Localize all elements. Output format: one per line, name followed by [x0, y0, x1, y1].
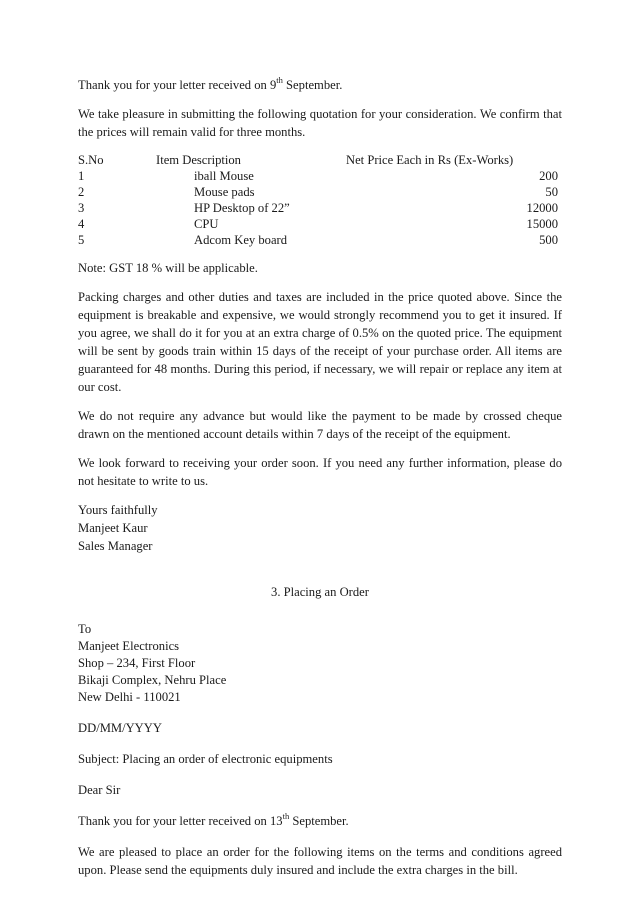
quotation-table: [78, 152, 562, 248]
letter-date: DD/MM/YYYY: [78, 721, 162, 735]
row-sno: 5: [78, 233, 85, 247]
row-item: CPU: [194, 217, 219, 231]
quotation-paragraph-1: We take pleasure in submitting the following quotation for your consideration. We confirm that the prices will remain valid for three months.: [78, 107, 562, 139]
address-line: Manjeet Electronics: [78, 639, 180, 653]
document-page: [78, 76, 562, 879]
signer-name: Manjeet Kaur: [78, 521, 148, 535]
header-item-description: Item Description: [156, 153, 241, 167]
row-sno: 1: [78, 169, 85, 183]
order-intro-month: September.: [289, 814, 349, 828]
quotation-table-header: [78, 152, 562, 168]
row-price: 50: [545, 185, 558, 199]
row-price: 500: [539, 233, 558, 247]
table-row: [78, 216, 562, 232]
quotation-paragraph-2: Packing charges and other duties and taxes are included in the price quoted above. Since the equipment is breakable and expensive, we would strongly recommend you to get it insured. If you agree, we shall do it for you at an extra charge of 0.5% on the quoted price. The equipment will be sent by goods train within 15 days of the receipt of your purchase order. All items are guaranteed for 48 months. During this period, if necessary, we will repair or replace any item at our cost.: [78, 290, 562, 394]
header-sno: S.No: [78, 153, 104, 167]
row-item: iball Mouse: [194, 169, 254, 183]
row-price: 15000: [526, 217, 558, 231]
row-sno: 4: [78, 217, 85, 231]
order-intro-text: Thank you for your letter received on 13: [78, 814, 283, 828]
subject-line: Subject: Placing an order of electronic equipments: [78, 752, 333, 766]
row-item: HP Desktop of 22”: [194, 201, 290, 215]
table-row: [78, 168, 562, 184]
salutation: Dear Sir: [78, 783, 121, 797]
order-paragraph-1: We are pleased to place an order for the following items on the terms and conditions agreed upon. Please send the equipments duly insured and include the extra charges in the bill.: [78, 845, 562, 877]
table-row: [78, 184, 562, 200]
quotation-intro-text: Thank you for your letter received on 9: [78, 78, 277, 92]
closing: Yours faithfully: [78, 503, 158, 517]
table-row: [78, 200, 562, 216]
table-row: [78, 232, 562, 248]
quotation-paragraph-3: We do not require any advance but would like the payment to be made by crossed cheque drawn on the mentioned account details within 7 days of the receipt of the equipment.: [78, 409, 562, 441]
row-price: 12000: [526, 201, 558, 215]
row-price: 200: [539, 169, 558, 183]
to-label: To: [78, 622, 92, 636]
row-item: Adcom Key board: [194, 233, 288, 247]
quotation-intro: [78, 76, 562, 94]
address-line: Shop – 234, First Floor: [78, 656, 196, 670]
recipient-address: [78, 621, 562, 706]
ordinal-suffix: th: [276, 74, 283, 85]
row-sno: 3: [78, 201, 85, 215]
header-net-price: Net Price Each in Rs (Ex-Works): [346, 153, 514, 167]
address-line: New Delhi - 110021: [78, 690, 181, 704]
quotation-intro-month: September.: [282, 78, 343, 92]
row-sno: 2: [78, 185, 85, 199]
gst-note: Note: GST 18 % will be applicable.: [78, 261, 258, 275]
section-heading: 3. Placing an Order: [271, 585, 369, 599]
signature-block: [78, 501, 562, 555]
row-item: Mouse pads: [194, 185, 255, 199]
address-line: Bikaji Complex, Nehru Place: [78, 673, 227, 687]
signer-title: Sales Manager: [78, 539, 153, 553]
quotation-paragraph-4: We look forward to receiving your order soon. If you need any further information, please do not hesitate to write to us.: [78, 456, 562, 488]
order-intro: [78, 812, 562, 830]
ordinal-suffix: th: [282, 810, 290, 821]
